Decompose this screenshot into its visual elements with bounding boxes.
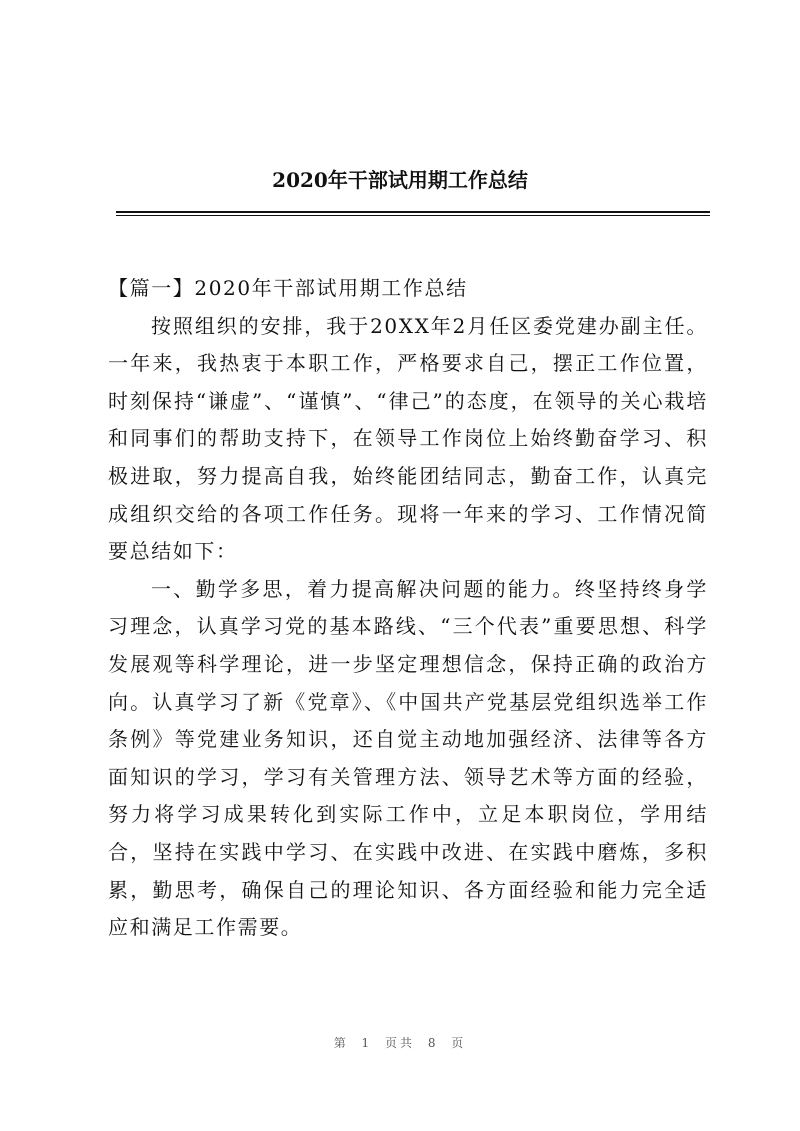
document-title: 2020年干部试用期工作总结 bbox=[272, 168, 528, 192]
page-footer: 第 1 页共 8 页 bbox=[333, 1036, 467, 1050]
section-heading: 【篇一】2020年干部试用期工作总结 bbox=[108, 276, 468, 300]
paragraph-intro: 按照组织的安排，我于20XX年2月任区委党建办副主任。一年来，我热衷于本职工作，严格要求自己，摆正工作位置，时刻保持“谦虚”、“谨慎”、“律己”的态度，在领导的关心栽培和同事们的帮助支持下，在领导工作岗位上始终勤奋学习、积极进取，努力提高自我，始终能团结同志，勤奋工作，认真完成组织交给的各项工作任务。现将一年来的学习、工作情况简要总结如下： bbox=[108, 313, 708, 564]
title-divider-thick bbox=[116, 211, 710, 213]
document-body bbox=[108, 270, 708, 947]
title-divider-thin bbox=[116, 215, 710, 216]
paragraph-study: 一、勤学多思，着力提高解决问题的能力。终坚持终身学习理念，认真学习党的基本路线、“三个代表”重要思想、科学发展观等科学理论，进一步坚定理想信念，保持正确的政治方向。认真学习了新《党章》、《中国共产党基层党组织选举工作条例》等党建业务知识，还自觉主动地加强经济、法律等各方面知识的学习，学习有关管理方法、领导艺术等方面的经验，努力将学习成果转化到实际工作中，立足本职岗位，学用结合，坚持在实践中学习、在实践中改进、在实践中磨炼，多积累，勤思考，确保自己的理论知识、各方面经验和能力完全适应和满足工作需要。 bbox=[108, 576, 708, 940]
